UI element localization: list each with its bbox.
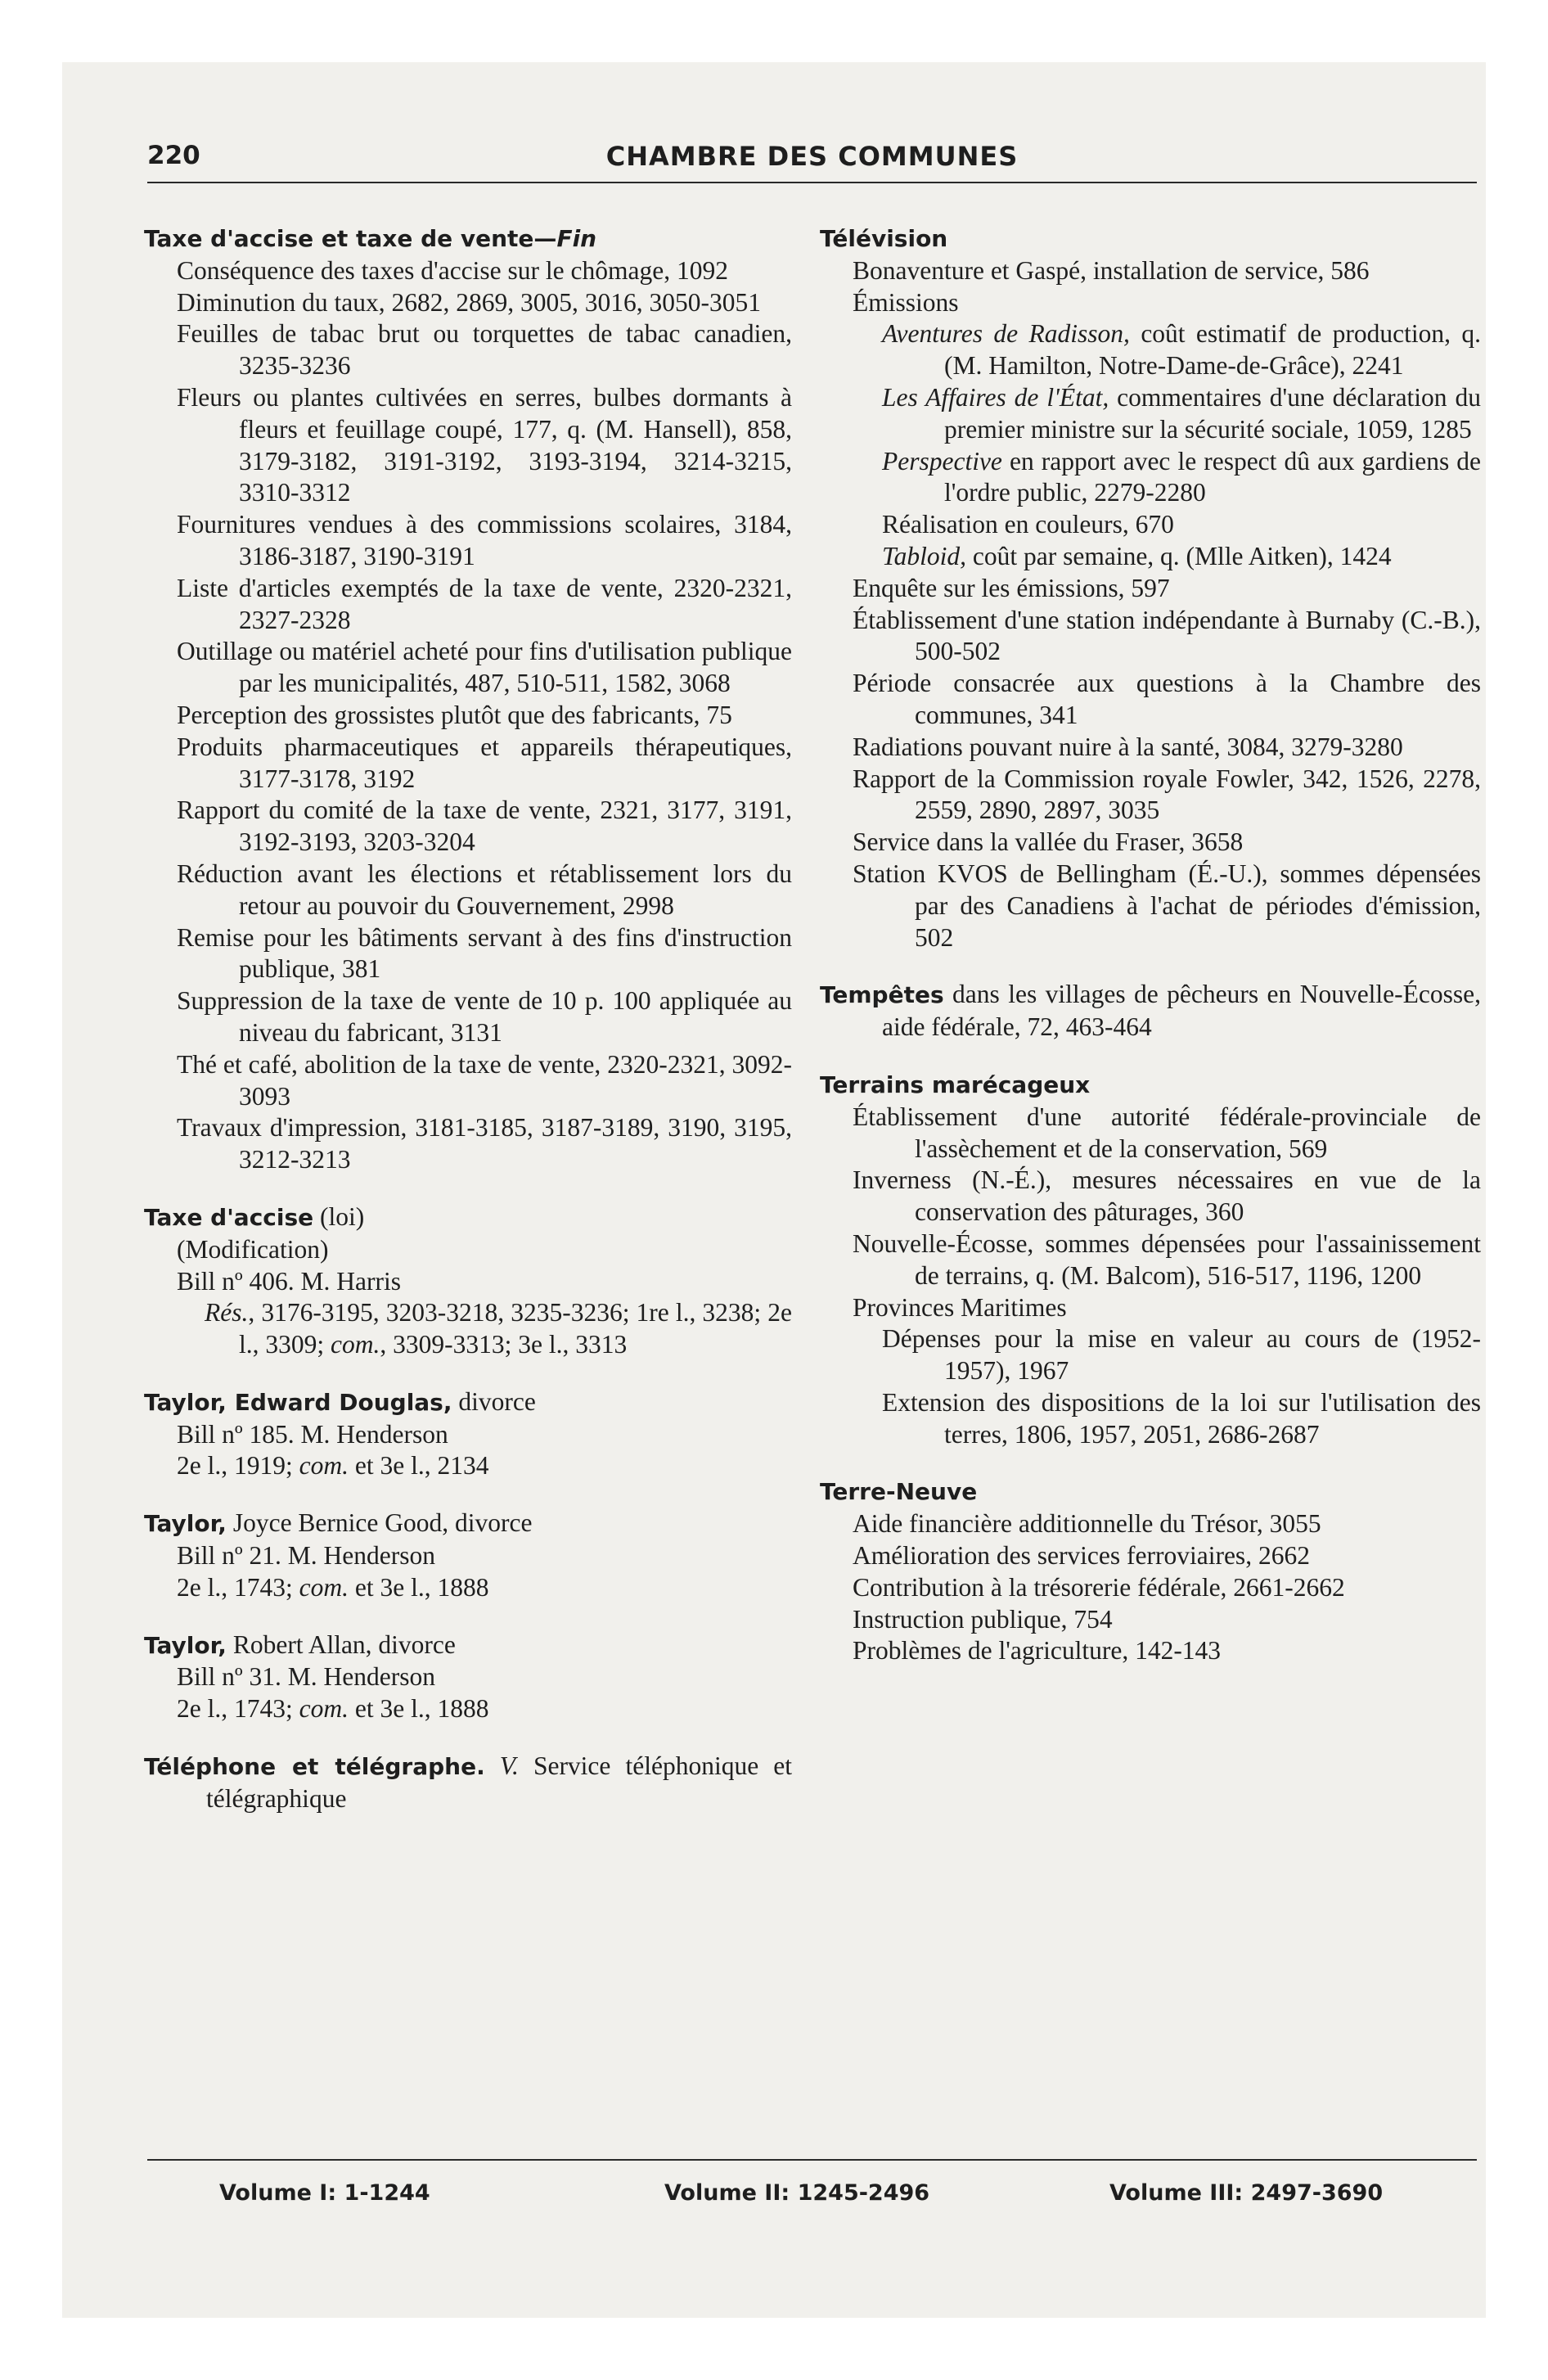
- index-subentry: Feuilles de tabac brut ou torquettes de tabac canadien, 3235-3236: [177, 319, 792, 381]
- index-entry-taylor-robert: [144, 1629, 792, 1725]
- right-column: [820, 223, 1481, 1667]
- index-subentry: Réduction avant les élections et rétablissement lors du retour au pouvoir du Gouvernement, 2998: [177, 859, 792, 920]
- index-subentry: Contribution à la trésorerie fédérale, 2661-2662: [853, 1572, 1345, 1602]
- index-subentry: Les Affaires de l'État, commentaires d'une déclaration du premier ministre sur la sécurité sociale, 1059, 1285: [882, 382, 1481, 444]
- index-subentry: Diminution du taux, 2682, 2869, 3005, 3016, 3050-3051: [177, 287, 761, 317]
- readings-line: 2e l., 1743; com. et 3e l., 1888: [177, 1694, 489, 1724]
- index-subentry: Instruction publique, 754: [853, 1604, 1113, 1634]
- index-subentry: Aide financière additionnelle du Trésor, 3055: [853, 1509, 1321, 1539]
- entry-heading: Télévision: [820, 225, 948, 252]
- index-subentry: Service dans la vallée du Fraser, 3658: [853, 827, 1244, 857]
- index-subentry: Bonaventure et Gaspé, installation de service, 586: [853, 255, 1370, 285]
- index-subentry: Aventures de Radisson, coût estimatif de production, q. (M. Hamilton, Notre-Dame-de-Grâce), 2241: [882, 319, 1481, 381]
- index-subentry: Période consacrée aux questions à la Chambre des communes, 341: [853, 669, 1481, 729]
- readings-line: 2e l., 1919; com. et 3e l., 2134: [177, 1451, 489, 1481]
- index-subentry: Thé et café, abolition de la taxe de vente, 2320-2321, 3092-3093: [177, 1049, 792, 1111]
- entry-heading: Taxe d'accise et taxe de vente—Fin: [144, 225, 597, 252]
- index-subentry: Produits pharmaceutiques et appareils thérapeutiques, 3177-3178, 3192: [177, 732, 792, 793]
- index-subentry: Station KVOS de Bellingham (É.-U.), sommes dépensées par des Canadiens à l'achat de périodes d'émission, 502: [853, 859, 1481, 952]
- index-subentry: Problèmes de l'agriculture, 142-143: [853, 1636, 1222, 1666]
- index-entry-taylor-joyce: [144, 1508, 792, 1603]
- entry-heading: Téléphone et télégraphe. V. Service téléphonique et télégraphique: [144, 1751, 793, 1813]
- index-entry-telephone: [144, 1751, 792, 1815]
- footer-volume-1: Volume I: 1-1244: [219, 2180, 430, 2206]
- running-title: CHAMBRE DES COMMUNES: [605, 141, 1019, 172]
- index-subentry: Réalisation en couleurs, 670: [882, 510, 1174, 539]
- entry-heading: Terre-Neuve: [820, 1478, 978, 1506]
- entry-heading: Tempêtes dans les villages de pêcheurs en Nouvelle-Écosse, aide fédérale, 72, 463-464: [820, 980, 1481, 1042]
- bill-line: Bill nº 185. M. Henderson: [177, 1419, 448, 1449]
- index-entry-taylor-edward: [144, 1386, 792, 1482]
- footer-rule: [147, 2159, 1477, 2161]
- entry-heading: Taylor, Robert Allan, divorce: [144, 1629, 456, 1659]
- left-column: [144, 223, 792, 1815]
- index-subentry: Remise pour les bâtiments servant à des fins d'instruction publique, 381: [177, 922, 792, 984]
- index-entry-terrains-marecageux: [820, 1069, 1481, 1451]
- index-subentry: Établissement d'une autorité fédérale-provinciale de l'assèchement et de la conservation, 569: [853, 1102, 1481, 1163]
- entry-heading: Taylor, Joyce Bernice Good, divorce: [144, 1508, 533, 1538]
- index-subentry: Radiations pouvant nuire à la santé, 3084, 3279-3280: [853, 732, 1403, 761]
- index-entry-taxe-accise-vente: [144, 223, 792, 1176]
- index-subentry: Liste d'articles exemptés de la taxe de vente, 2320-2321, 2327-2328: [177, 573, 792, 634]
- index-entry-tempetes: [820, 979, 1481, 1044]
- footer-volume-3: Volume III: 2497-3690: [1109, 2180, 1384, 2206]
- index-subentry: Rapport de la Commission royale Fowler, 342, 1526, 2278, 2559, 2890, 2897, 3035: [853, 764, 1481, 825]
- index-subentry: Outillage ou matériel acheté pour fins d'utilisation publique par les municipalités, 487, 510-511, 1582, 3068: [177, 637, 792, 698]
- readings-line: Rés., 3176-3195, 3203-3218, 3235-3236; 1re l., 3238; 2e l., 3309; com., 3309-3313; 3e l., 3313: [205, 1298, 792, 1359]
- index-subentry: Amélioration des services ferroviaires, 2662: [853, 1541, 1310, 1571]
- index-subentry: Tabloid, coût par semaine, q. (Mlle Aitken), 1424: [882, 541, 1392, 570]
- index-subentry: Enquête sur les émissions, 597: [853, 573, 1170, 602]
- readings-line: 2e l., 1743; com. et 3e l., 1888: [177, 1572, 489, 1602]
- entry-heading: Terrains marécageux: [820, 1071, 1091, 1098]
- index-subentry: Inverness (N.-É.), mesures nécessaires en vue de la conservation des pâturages, 360: [853, 1165, 1481, 1227]
- index-subentry: Établissement d'une station indépendante à Burnaby (C.-B.), 500-502: [853, 605, 1481, 666]
- page-number: 220: [147, 141, 200, 170]
- bill-line: Bill nº 31. M. Henderson: [177, 1662, 435, 1692]
- entry-heading: Taxe d'accise (loi): [144, 1201, 365, 1231]
- index-subentry: Extension des dispositions de la loi sur l'utilisation des terres, 1806, 1957, 2051, 2686-2687: [882, 1387, 1481, 1449]
- index-subentry: Nouvelle-Écosse, sommes dépensées pour l'assainissement de terrains, q. (M. Balcom), 516-517, 1196, 1200: [853, 1228, 1481, 1290]
- index-subentry: Rapport du comité de la taxe de vente, 2321, 3177, 3191, 3192-3193, 3203-3204: [177, 796, 792, 857]
- index-subentry: Provinces Maritimes: [853, 1292, 1067, 1322]
- bill-line: Bill nº 406. M. Harris: [177, 1266, 402, 1296]
- index-subentry: Dépenses pour la mise en valeur au cours de (1952-1957), 1967: [882, 1324, 1481, 1386]
- footer-volume-2: Volume II: 1245-2496: [664, 2180, 930, 2206]
- index-entry-television: [820, 223, 1481, 953]
- entry-heading: Taylor, Edward Douglas, divorce: [144, 1386, 536, 1416]
- page-header: [147, 141, 1477, 183]
- index-subentry: Émissions: [853, 287, 959, 317]
- index-entry-taxe-accise-loi: [144, 1201, 792, 1361]
- index-subentry: (Modification): [177, 1234, 329, 1264]
- index-subentry: Perspective en rapport avec le respect dû aux gardiens de l'ordre public, 2279-2280: [882, 446, 1481, 507]
- index-subentry: Conséquence des taxes d'accise sur le chômage, 1092: [177, 255, 728, 285]
- index-subentry: Fournitures vendues à des commissions scolaires, 3184, 3186-3187, 3190-3191: [177, 510, 792, 570]
- index-entry-terre-neuve: [820, 1476, 1481, 1667]
- index-subentry: Fleurs ou plantes cultivées en serres, bulbes dormants à fleurs et feuillage coupé, 177, q. (M. Hansell), 858, 3179-3182, 3191-3192, 3193-3194, 3214-3215, 3310-3312: [177, 382, 792, 507]
- index-subentry: Perception des grossistes plutôt que des fabricants, 75: [177, 700, 732, 729]
- index-subentry: Travaux d'impression, 3181-3185, 3187-3189, 3190, 3195, 3212-3213: [177, 1113, 792, 1174]
- index-subentry: Suppression de la taxe de vente de 10 p. 100 appliquée au niveau du fabricant, 3131: [177, 986, 792, 1047]
- bill-line: Bill nº 21. M. Henderson: [177, 1541, 435, 1571]
